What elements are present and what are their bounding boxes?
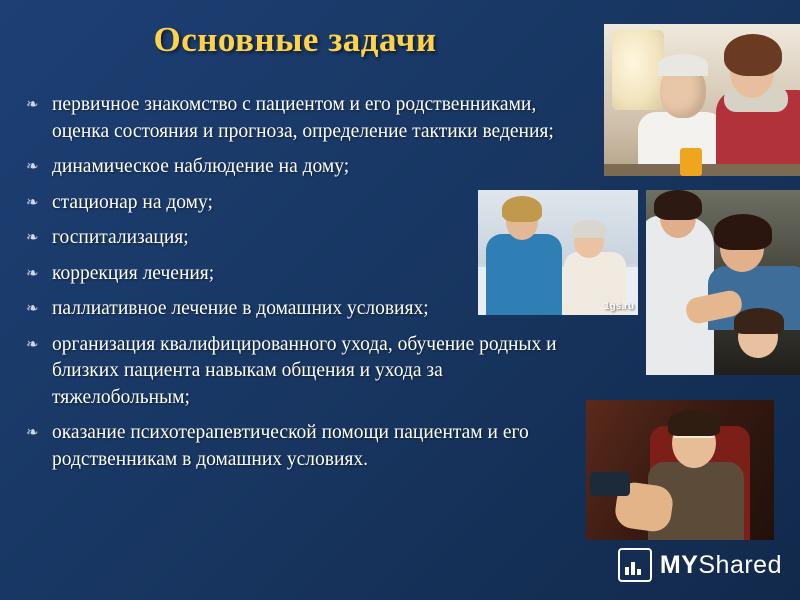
- list-item-text: оказание психотерапевтической помощи пациентам и его родственникам в домашних условиях.: [52, 422, 529, 470]
- nurse-hair-shape: [502, 196, 542, 222]
- list-item-text: коррекция лечения;: [52, 262, 215, 284]
- page-title: Основные задачи: [153, 20, 437, 59]
- list-item: [22, 332, 582, 412]
- child-hair-shape: [734, 308, 784, 334]
- list-item-text: первичное знакомство с пациентом и его родственниками, оценка состояния и прогноза, определение тактики ведения;: [52, 94, 554, 142]
- bullet-icon: ❧: [26, 159, 39, 175]
- bullet-icon: ❧: [26, 265, 39, 282]
- photo-watermark: 1gs.ru: [603, 301, 634, 312]
- device-shape: [590, 472, 630, 496]
- logo-prefix: MY: [659, 550, 699, 579]
- list-item: [22, 92, 582, 145]
- juice-glass-shape: [680, 148, 702, 176]
- doctor-hair-shape: [654, 190, 702, 220]
- photo-doctor-injection: [646, 190, 800, 375]
- list-item-text: паллиативное лечение в домашних условиях;: [52, 298, 429, 319]
- table-shape: [604, 164, 800, 176]
- patient-hair-shape: [658, 54, 708, 76]
- photo-nurse-with-bed-patient: [478, 190, 638, 315]
- list-item-text: госпитализация;: [52, 227, 189, 248]
- bullet-icon: ❧: [26, 230, 39, 246]
- bullet-icon: ❧: [26, 97, 39, 113]
- photo-man-with-glasses: [586, 400, 774, 540]
- lamp-shape: [612, 30, 664, 110]
- photo-elderly-man-with-nurse: [604, 24, 800, 176]
- logo-text: [660, 551, 782, 580]
- man-hair-shape: [668, 410, 720, 436]
- list-item-text: стационар на дому;: [52, 191, 213, 213]
- bullet-icon: ❧: [26, 301, 39, 317]
- bullet-icon: ❧: [26, 336, 39, 353]
- bullet-icon: ❧: [26, 425, 39, 441]
- glasses-icon: [674, 436, 714, 446]
- logo-suffix: Shared: [698, 550, 782, 579]
- patient-hair-shape: [572, 220, 606, 238]
- nurse-body-shape: [486, 234, 562, 315]
- nurse-hair-shape: [724, 34, 782, 76]
- list-item-text: динамическое наблюдение на дому;: [52, 156, 350, 177]
- bullet-icon: ❧: [26, 194, 39, 211]
- list-item: [22, 154, 582, 181]
- myshared-logo[interactable]: [618, 548, 782, 582]
- list-item: [22, 420, 582, 473]
- list-item-text: организация квалифицированного ухода, обучение родных и близких пациента навыкам общения и ухода за тяжелобольным;: [52, 333, 557, 408]
- woman-hair-shape: [714, 214, 772, 250]
- chart-icon: [618, 548, 652, 582]
